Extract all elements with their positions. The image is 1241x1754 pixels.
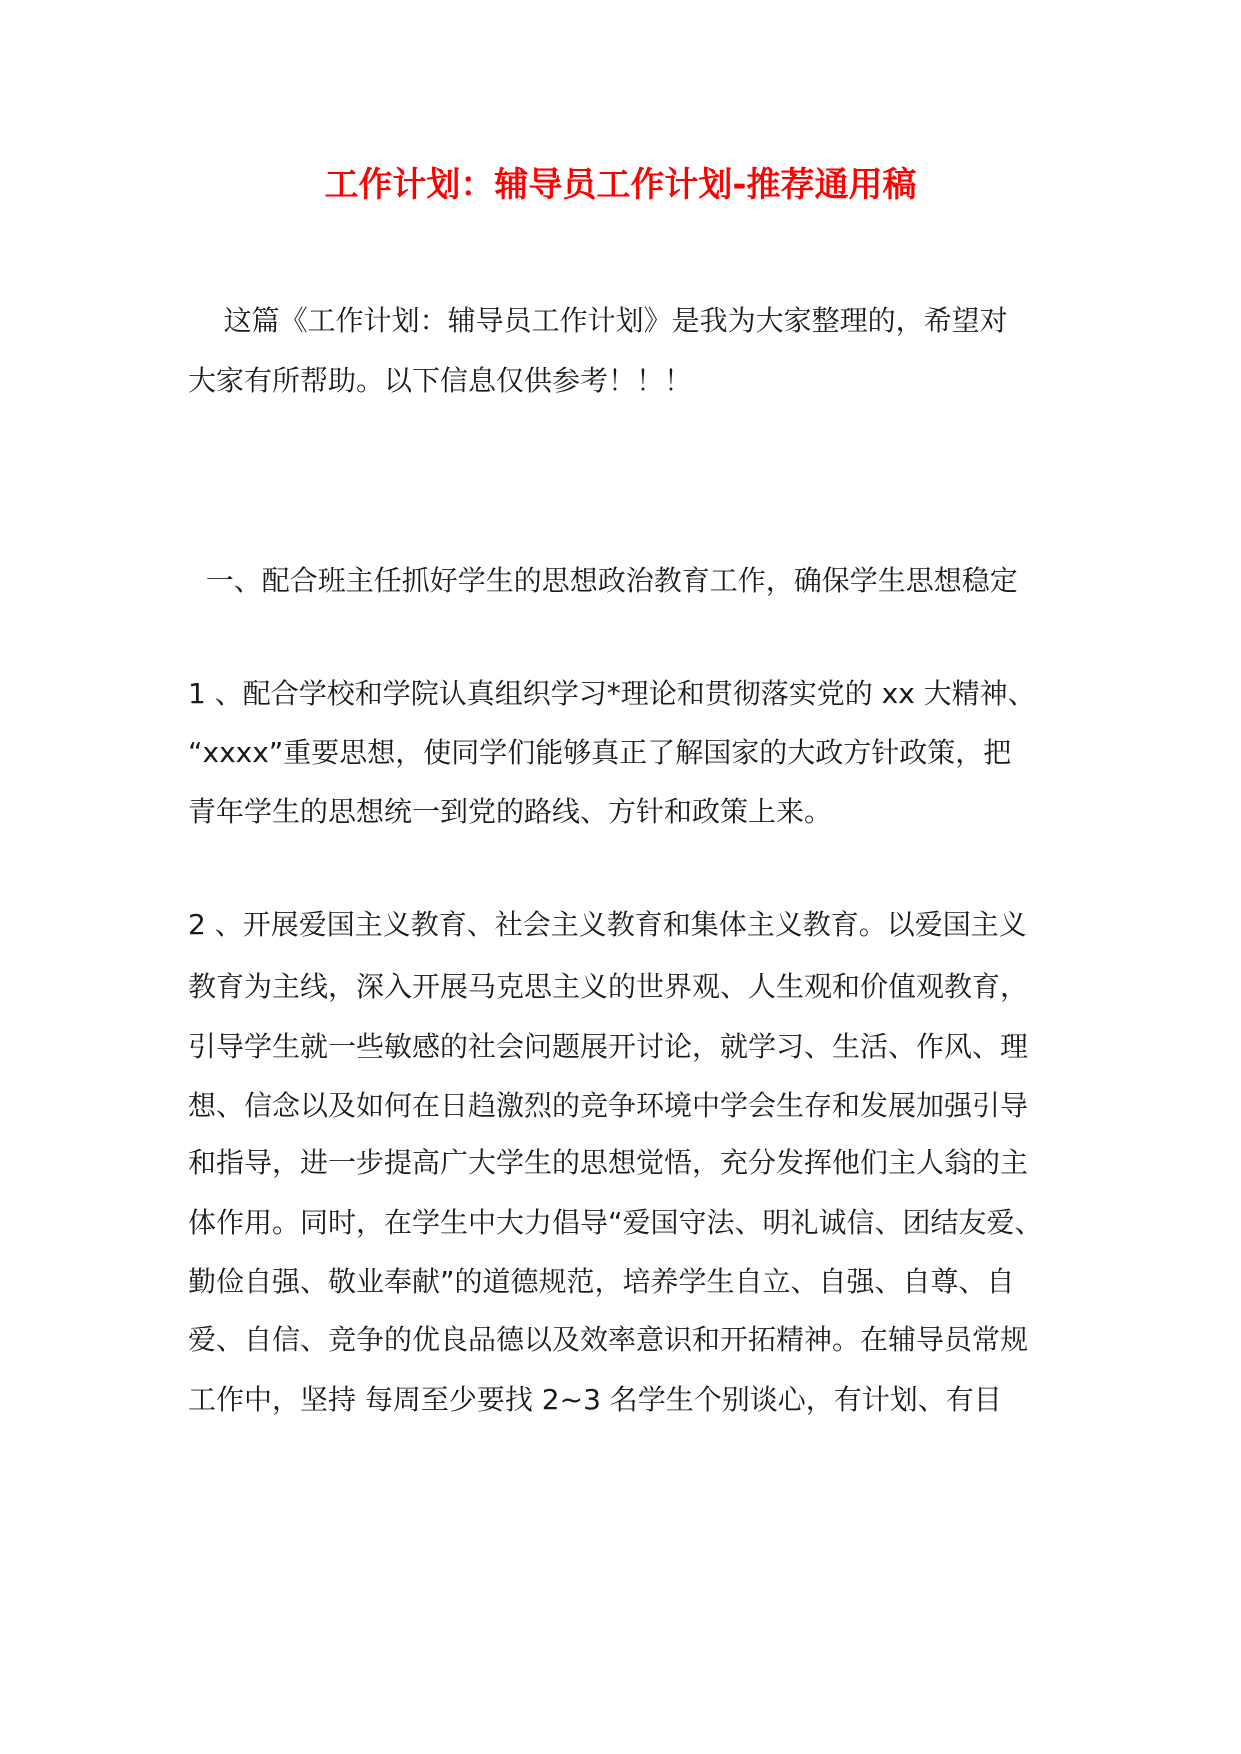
document-title: 工作计划：辅导员工作计划-推荐通用稿 xyxy=(324,165,917,205)
item1-line-3: 青年学生的思想统一到党的路线、方针和政策上来。 xyxy=(188,795,833,828)
item2-line-7: 勤俭自强、敬业奉献”的道德规范，培养学生自立、自强、自尊、自 xyxy=(188,1265,1015,1298)
item2-line-6: 体作用。同时，在学生中大力倡导“爱国守法、明礼诚信、团结友爱、 xyxy=(188,1206,1043,1239)
intro-line-2: 大家有所帮助。以下信息仅供参考！！！ xyxy=(188,364,693,397)
item2-line-2: 教育为主线，深入开展马克思主义的世界观、人生观和价值观教育， xyxy=(188,970,1029,1003)
intro-line-1: 这篇《工作计划：辅导员工作计划》是我为大家整理的，希望对 xyxy=(188,304,1008,337)
item2-line-1: 2 、开展爱国主义教育、社会主义教育和集体主义教育。以爱国主义 xyxy=(188,908,1027,941)
item2-line-8: 爱、自信、竞争的优良品德以及效率意识和开拓精神。在辅导员常规 xyxy=(188,1323,1029,1356)
item1-line-2: “xxxx”重要思想，使同学们能够真正了解国家的大政方针政策，把 xyxy=(188,736,1012,769)
item2-line-3: 引导学生就一些敏感的社会问题展开讨论，就学习、生活、作风、理 xyxy=(188,1030,1029,1063)
item2-line-4: 想、信念以及如何在日趋激烈的竞争环境中学会生存和发展加强引导 xyxy=(188,1089,1029,1122)
item1-line-1: 1 、配合学校和学院认真组织学习*理论和贯彻落实党的 xx 大精神、 xyxy=(188,677,1036,710)
item2-line-9: 工作中，坚持 每周至少要找 2~3 名学生个别谈心，有计划、有目 xyxy=(188,1383,1002,1416)
section-heading: 一、配合班主任抓好学生的思想政治教育工作，确保学生思想稳定 xyxy=(188,564,1018,597)
item2-line-5: 和指导，进一步提高广大学生的思想觉悟，充分发挥他们主人翁的主 xyxy=(188,1146,1029,1179)
